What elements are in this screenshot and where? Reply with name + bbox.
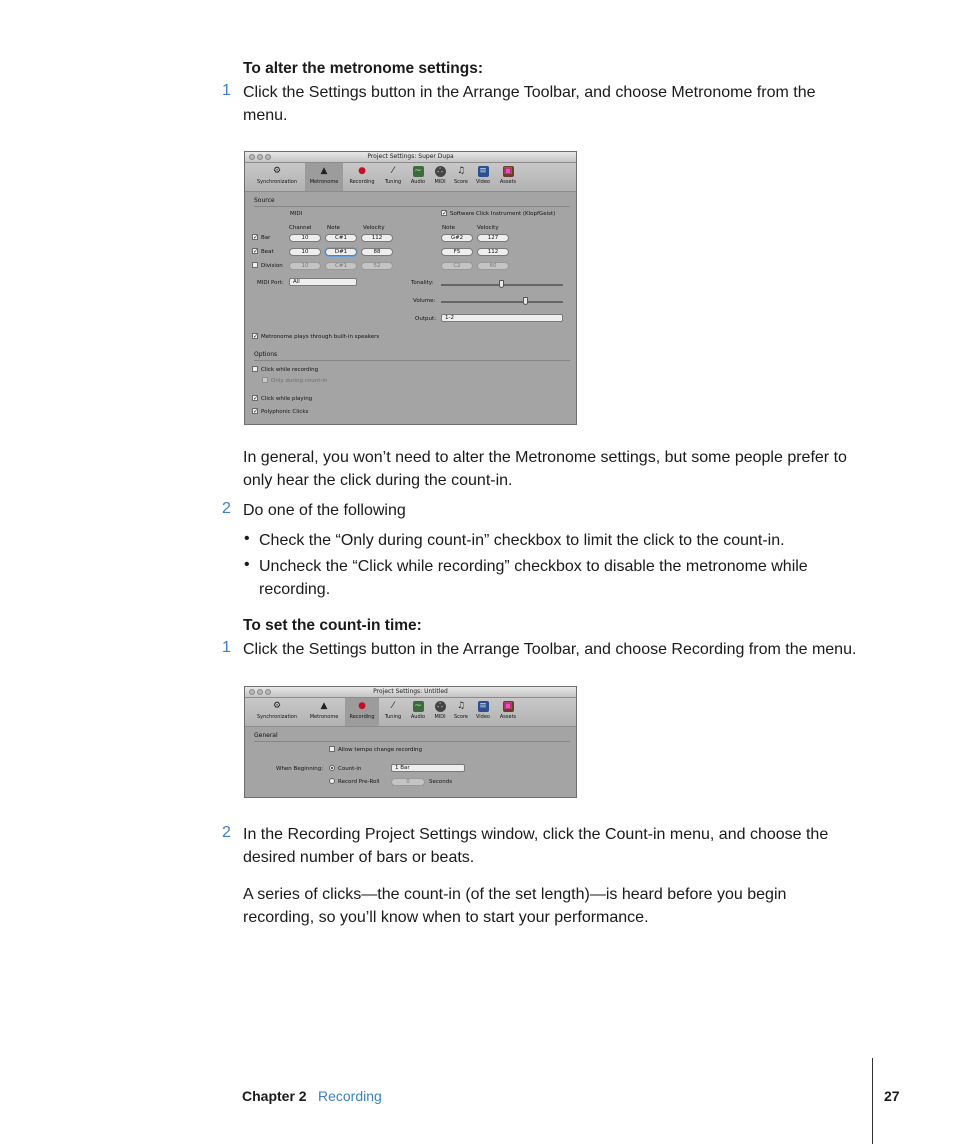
gears-icon: ⚙ — [272, 166, 282, 176]
paragraph-line: In general, you won’t need to alter the Metronome settings, but some people prefer to — [243, 449, 847, 466]
bullet-item — [259, 555, 879, 601]
bullet-line: Uncheck the “Click while recording” checkbox to disable the metronome while — [259, 558, 808, 575]
tab-video — [471, 698, 495, 726]
window-titlebar: Project Settings: Super Dupa — [245, 152, 576, 163]
tab-label: Synchronization — [256, 714, 298, 720]
countin-heading: To set the count-in time: — [243, 617, 422, 634]
beat-row-label: Beat — [261, 249, 274, 255]
score-note-icon: ♫ — [456, 166, 466, 176]
builtin-speakers-label: Metronome plays through built-in speakers — [261, 334, 380, 340]
briefcase-icon: ▣ — [503, 166, 513, 176]
tab-midi — [429, 698, 451, 726]
tab-audio — [407, 698, 429, 726]
tab-label: Assets — [499, 179, 517, 185]
bar-note-stepper: C#1 — [325, 234, 357, 242]
footer-section-link[interactable]: Recording — [318, 1088, 382, 1104]
audio-waveform-icon: ~ — [414, 701, 422, 711]
division-velocity2-stepper: 60 — [477, 262, 509, 270]
general-paragraph — [243, 446, 883, 492]
tab-score — [451, 163, 471, 191]
tab-label: Audio — [410, 714, 426, 720]
division-velocity-stepper: 52 — [361, 262, 393, 270]
tab-synchronization — [251, 163, 303, 191]
tab-label: Tuning — [384, 714, 402, 720]
tuning-fork-icon: ⁄ — [392, 166, 394, 176]
allow-tempo-checkbox — [329, 746, 335, 752]
polyphonic-clicks-label: Polyphonic Clicks — [261, 409, 309, 415]
countin-radio — [329, 765, 335, 771]
step-line: desired number of bars or beats. — [243, 849, 475, 866]
polyphonic-clicks-checkbox: ✓ — [253, 408, 259, 415]
division-checkbox — [252, 262, 258, 268]
step-text — [243, 81, 883, 127]
volume-slider-knob — [523, 297, 528, 305]
beat-note-stepper: D#1 — [325, 248, 357, 256]
step-text: Click the Settings button in the Arrange Toolbar, and choose Recording from the menu. — [243, 641, 857, 658]
note-column-header-2: Note — [442, 225, 456, 231]
preroll-radio — [329, 778, 335, 784]
click-while-recording-label: Click while recording — [261, 367, 319, 373]
midi-port-select: All — [289, 278, 357, 286]
bullet-line: recording. — [259, 581, 331, 598]
bar-row-label: Bar — [261, 235, 271, 241]
division-note-stepper: C#1 — [325, 262, 357, 270]
tab-tuning — [379, 163, 407, 191]
channel-column-header: Channel — [289, 225, 312, 231]
tab-audio — [407, 163, 429, 191]
beat-note2-stepper: F5 — [441, 248, 473, 256]
window-titlebar: Project Settings: Untitled — [245, 687, 576, 698]
bullet-item: Check the “Only during count-in” checkbox to limit the click to the count-in. — [259, 532, 785, 549]
tab-label: Video — [475, 179, 490, 185]
preroll-stepper: 0 — [391, 778, 425, 786]
allow-tempo-label: Allow tempo change recording — [338, 747, 422, 753]
metronome-icon: ▲ — [320, 701, 328, 711]
bar-checkbox: ✓ — [253, 234, 259, 241]
only-during-countin-label: Only during count-in — [271, 378, 328, 384]
note-column-header: Note — [327, 225, 341, 231]
countin-select: 1 Bar — [391, 764, 465, 772]
tuning-fork-icon: ⁄ — [392, 701, 394, 711]
tab-label: Metronome — [309, 179, 339, 185]
video-film-icon: ≡ — [479, 166, 487, 176]
tab-label: Recording — [349, 714, 375, 720]
midi-plug-icon: ∴ — [435, 701, 446, 712]
velocity-column-header-2: Velocity — [477, 225, 499, 231]
video-film-icon: ≡ — [479, 701, 487, 711]
paragraph-line: only hear the click during the count-in. — [243, 472, 513, 489]
bar-velocity2-stepper: 127 — [477, 234, 509, 242]
division-note2-stepper: C2 — [441, 262, 473, 270]
settings-toolbar — [245, 163, 576, 192]
step-number: 1 — [222, 82, 231, 99]
tab-assets — [495, 163, 521, 191]
tab-label: Score — [453, 179, 468, 185]
output-select: 1-2 — [441, 314, 563, 322]
tab-label: Audio — [410, 179, 426, 185]
tab-label: MIDI — [434, 714, 446, 720]
audio-waveform-icon: ~ — [414, 166, 422, 176]
metronome-settings-screenshot — [244, 151, 577, 425]
tab-tuning — [379, 698, 407, 726]
midi-port-label: MIDI Port: — [257, 280, 284, 286]
tab-label: Recording — [349, 179, 375, 185]
metronome-icon: ▲ — [320, 166, 328, 176]
page-number: 27 — [884, 1088, 900, 1104]
bullet-marker: • — [244, 556, 250, 573]
paragraph-line: recording, so you’ll know when to start your performance. — [243, 909, 649, 926]
window-controls — [249, 689, 271, 695]
division-channel-stepper: 10 — [289, 262, 321, 270]
seconds-label: Seconds — [429, 779, 453, 785]
step-number: 2 — [222, 500, 231, 517]
footer-divider — [872, 1058, 873, 1144]
tab-label: Metronome — [309, 714, 339, 720]
close-light — [249, 689, 255, 695]
close-light — [249, 154, 255, 160]
tab-label: Video — [475, 714, 490, 720]
tonality-label: Tonality: — [411, 280, 434, 286]
division-row-label: Division — [261, 263, 283, 269]
step-line: In the Recording Project Settings window, click the Count-in menu, and choose the — [243, 826, 829, 843]
recording-settings-screenshot — [244, 686, 577, 798]
step-line: menu. — [243, 107, 288, 124]
tab-label: Score — [453, 714, 468, 720]
software-click-checkbox: ✓ — [442, 210, 448, 217]
tab-label: Synchronization — [256, 179, 298, 185]
metronome-heading: To alter the metronome settings: — [243, 60, 483, 77]
general-section-label: General — [254, 732, 278, 739]
minimize-light — [257, 689, 263, 695]
minimize-light — [257, 154, 263, 160]
record-icon: ● — [358, 166, 366, 176]
midi-label: MIDI — [290, 211, 303, 217]
briefcase-icon: ▣ — [503, 701, 513, 711]
tab-synchronization — [251, 698, 303, 726]
tab-score — [451, 698, 471, 726]
tab-video — [471, 163, 495, 191]
velocity-column-header: Velocity — [363, 225, 385, 231]
section-divider — [254, 360, 570, 361]
footer-chapter: Chapter 2 — [242, 1088, 307, 1104]
final-paragraph — [243, 883, 883, 929]
tab-metronome — [305, 698, 343, 726]
step-number: 1 — [222, 639, 231, 656]
bar-velocity-stepper: 112 — [361, 234, 393, 242]
tab-label: Tuning — [384, 179, 402, 185]
paragraph-line: A series of clicks—the count-in (of the set length)—is heard before you begin — [243, 886, 787, 903]
tab-label: MIDI — [434, 179, 446, 185]
click-while-playing-label: Click while playing — [261, 396, 313, 402]
tab-metronome — [305, 163, 343, 191]
only-during-countin-checkbox — [262, 377, 268, 383]
tab-midi — [429, 163, 451, 191]
beat-checkbox: ✓ — [253, 248, 259, 255]
section-divider — [254, 741, 570, 742]
zoom-light — [265, 154, 271, 160]
tab-recording — [345, 163, 379, 191]
bar-channel-stepper: 10 — [289, 234, 321, 242]
window-controls — [249, 154, 271, 160]
midi-plug-icon: ∴ — [435, 166, 446, 177]
settings-toolbar — [245, 698, 576, 727]
record-icon: ● — [358, 701, 366, 711]
beat-channel-stepper: 10 — [289, 248, 321, 256]
step-line: Click the Settings button in the Arrange Toolbar, and choose Metronome from the — [243, 84, 816, 101]
tonality-slider-knob — [499, 280, 504, 288]
gears-icon: ⚙ — [272, 701, 282, 711]
volume-slider — [441, 301, 563, 303]
tab-recording — [345, 698, 379, 726]
volume-label: Volume: — [413, 298, 436, 304]
step-number: 2 — [222, 824, 231, 841]
when-beginning-label: When Beginning: — [276, 766, 324, 772]
score-note-icon: ♫ — [456, 701, 466, 711]
countin-label: Count-in — [338, 766, 362, 772]
step-text — [243, 823, 883, 869]
step-text: Do one of the following — [243, 502, 406, 519]
tab-label: Assets — [499, 714, 517, 720]
preroll-label: Record Pre-Roll — [338, 779, 380, 785]
section-divider — [254, 206, 570, 207]
software-click-label: Software Click Instrument (KlopfGeist) — [450, 211, 556, 217]
options-section-label: Options — [254, 351, 278, 358]
bullet-marker: • — [244, 530, 250, 547]
builtin-speakers-checkbox: ✓ — [253, 333, 259, 340]
click-while-recording-checkbox — [252, 366, 258, 372]
zoom-light — [265, 689, 271, 695]
output-label: Output: — [415, 316, 436, 322]
click-while-playing-checkbox: ✓ — [253, 395, 259, 402]
beat-velocity-stepper: 88 — [361, 248, 393, 256]
source-section-label: Source — [254, 197, 275, 204]
beat-velocity2-stepper: 112 — [477, 248, 509, 256]
bar-note2-stepper: G#2 — [441, 234, 473, 242]
tab-assets — [495, 698, 521, 726]
